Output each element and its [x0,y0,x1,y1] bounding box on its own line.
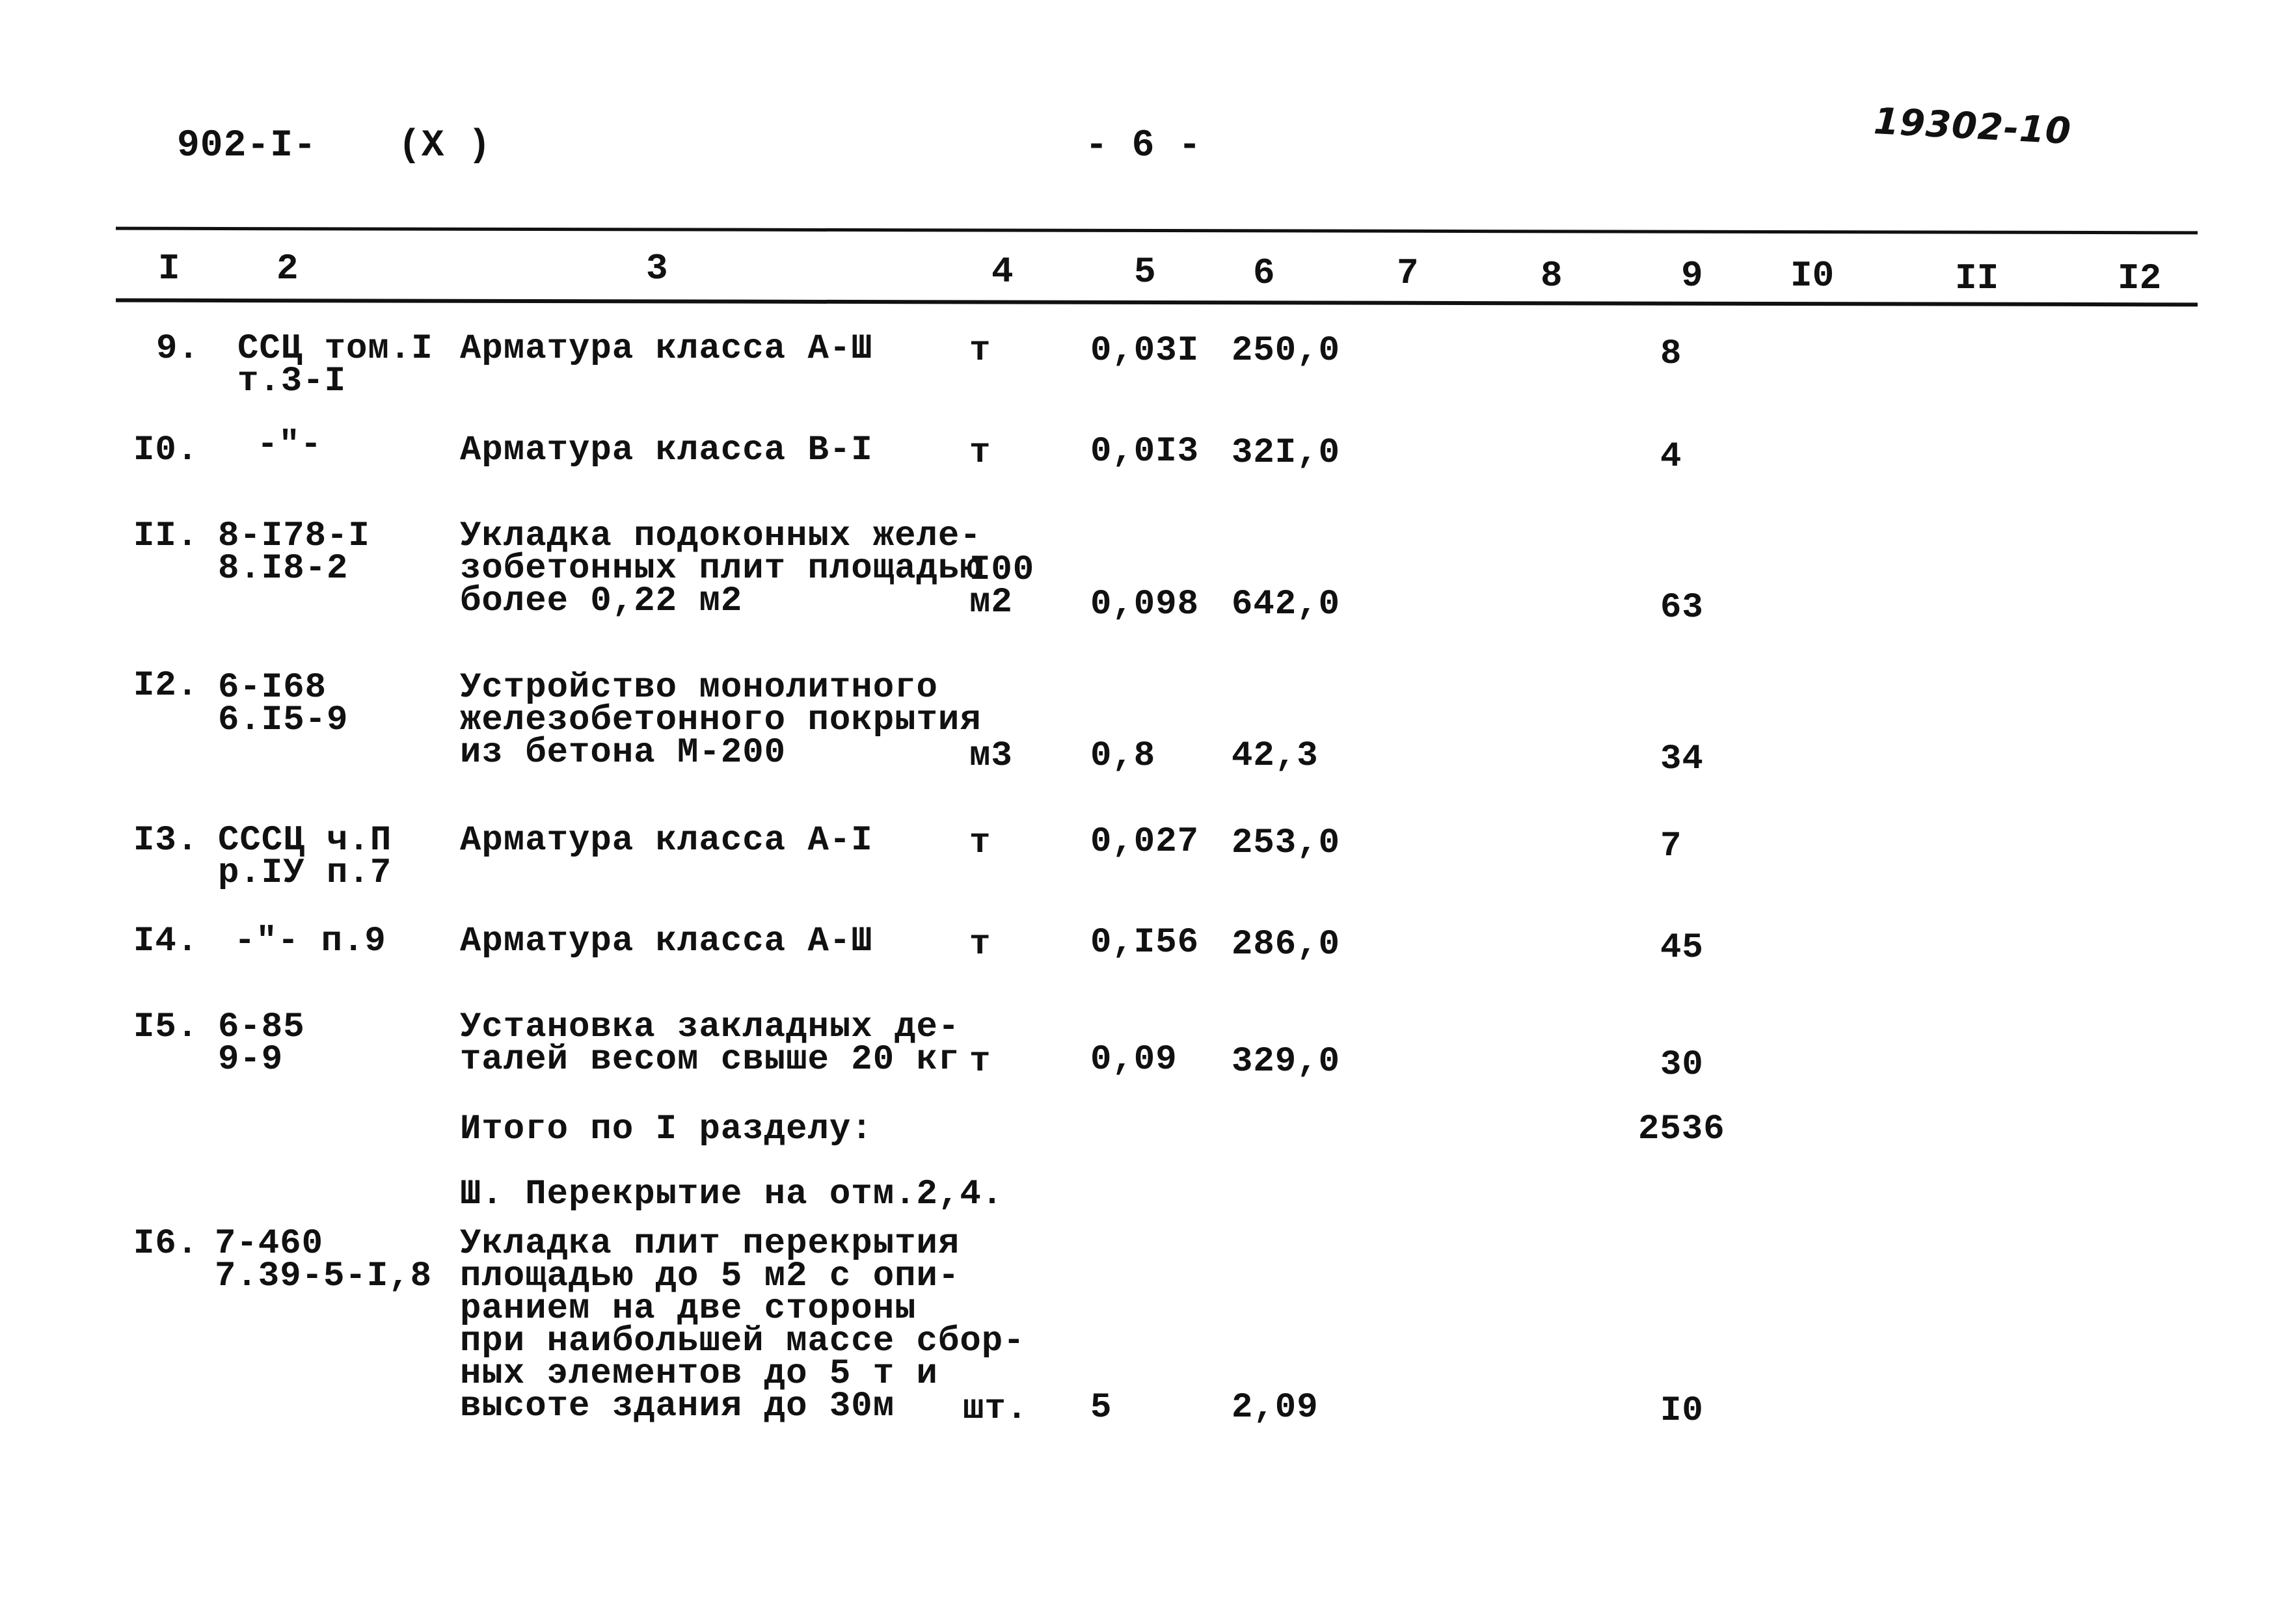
column-header-12: I2 [2118,258,2162,299]
row-reference: 9-9 [218,1040,284,1080]
row-number: I2. [133,666,199,706]
column-header-5: 5 [1134,251,1156,293]
row-price: 2,09 [1232,1388,1319,1428]
row-total: 7 [1660,827,1682,866]
row-reference: -"- п.9 [234,922,386,961]
row-quantity: 0,03I [1090,331,1200,371]
page-number: - 6 - [1085,125,1202,167]
column-header-3: 3 [646,248,668,289]
row-unit: м2 [969,583,1013,622]
row-reference: 7-460 [215,1224,324,1264]
row-reference: 6.I5-9 [218,700,349,740]
row-reference: СССЦ ч.П [218,821,392,860]
row-quantity: 0,098 [1090,585,1200,624]
row-number: I3. [133,821,199,860]
column-header-11: II [1955,258,1999,299]
row-unit: шт. [963,1389,1029,1429]
row-description: Укладка плит перекрытия [460,1224,960,1264]
column-header-6: 6 [1253,252,1275,294]
row-number: 9. [156,329,200,369]
column-header-1: I [158,248,180,289]
row-description: Арматура класса В-I [460,431,873,470]
column-header-10: I0 [1790,255,1835,297]
row-number: II. [133,516,199,556]
row-number: I0. [133,431,199,470]
row-description: Арматура класса А-Ш [460,329,873,369]
header-bottom-rule [116,299,2198,307]
row-price: 42,3 [1232,736,1319,776]
row-reference: 6-85 [218,1007,305,1047]
row-unit: т [969,925,991,965]
subtotal-value: 2536 [1638,1110,1725,1149]
row-price: 286,0 [1232,925,1341,965]
column-header-7: 7 [1397,252,1419,294]
row-description: Установка закладных де- [460,1007,960,1047]
row-total: 8 [1660,334,1682,374]
row-description: талей весом свыше 20 кг [460,1040,960,1080]
row-quantity: 5 [1090,1388,1112,1428]
column-header-9: 9 [1681,255,1703,297]
row-price: 642,0 [1232,585,1341,624]
row-reference: -"- [257,425,323,465]
row-unit: м3 [969,736,1013,776]
row-reference: 6-I68 [218,668,327,708]
row-unit: т [969,433,991,473]
row-quantity: 0,I56 [1090,923,1200,963]
row-reference: 7.39-5-I,8 [215,1257,433,1296]
row-price: 32I,0 [1232,433,1341,473]
row-total: 30 [1660,1045,1704,1085]
row-unit: I00 [969,550,1035,590]
row-description: Арматура класса А-I [460,821,873,860]
row-reference: р.IУ п.7 [218,853,392,893]
table-top-rule [116,227,2198,235]
row-description: площадью до 5 м2 с опи- [460,1257,960,1296]
row-quantity: 0,8 [1090,736,1156,776]
row-total: I0 [1660,1391,1704,1431]
row-unit: т [969,331,991,371]
row-number: I6. [133,1224,199,1264]
document-code-bracket: (X ) [398,125,492,167]
row-quantity: 0,09 [1090,1040,1178,1080]
row-description: ранием на две стороны [460,1289,917,1329]
document-code: 902-I- [177,125,317,167]
row-description: более 0,22 м2 [460,581,743,621]
row-number: I5. [133,1007,199,1047]
row-total: 4 [1660,437,1682,477]
row-reference: 8-I78-I [218,516,370,556]
row-description: Арматура класса А-Ш [460,922,873,961]
row-unit: т [969,1042,991,1082]
row-unit: т [969,823,991,863]
column-header-2: 2 [276,248,299,289]
row-total: 63 [1660,588,1704,628]
row-quantity: 0,0I3 [1090,432,1200,472]
row-number: I4. [133,922,199,961]
row-total: 45 [1660,928,1704,968]
row-description: Устройство монолитного [460,668,938,708]
row-description: железобетонного покрытия [460,700,982,740]
row-price: 253,0 [1232,823,1341,863]
row-price: 250,0 [1232,331,1341,371]
row-description: высоте здания до 30м [460,1387,895,1426]
archive-number: 19302-10 [1872,100,2073,153]
row-description: ных элементов до 5 т и [460,1354,938,1394]
section-title: Ш. Перекрытие на отм.2,4. [460,1175,1004,1214]
column-header-8: 8 [1541,255,1563,297]
row-description: Укладка подоконных желе- [460,516,982,556]
row-price: 329,0 [1232,1042,1341,1082]
row-description: зобетонных плит площадью [460,549,982,589]
row-quantity: 0,027 [1090,822,1200,862]
row-reference: 8.I8-2 [218,549,349,589]
column-header-4: 4 [991,251,1014,293]
subtotal-label: Итого по I разделу: [460,1110,873,1149]
row-reference: ССЦ том.I [237,329,433,369]
row-description: из бетона М-200 [460,733,787,773]
row-reference: т.3-I [237,362,347,401]
row-description: при наибольшей массе сбор- [460,1322,1025,1361]
row-total: 34 [1660,739,1704,779]
